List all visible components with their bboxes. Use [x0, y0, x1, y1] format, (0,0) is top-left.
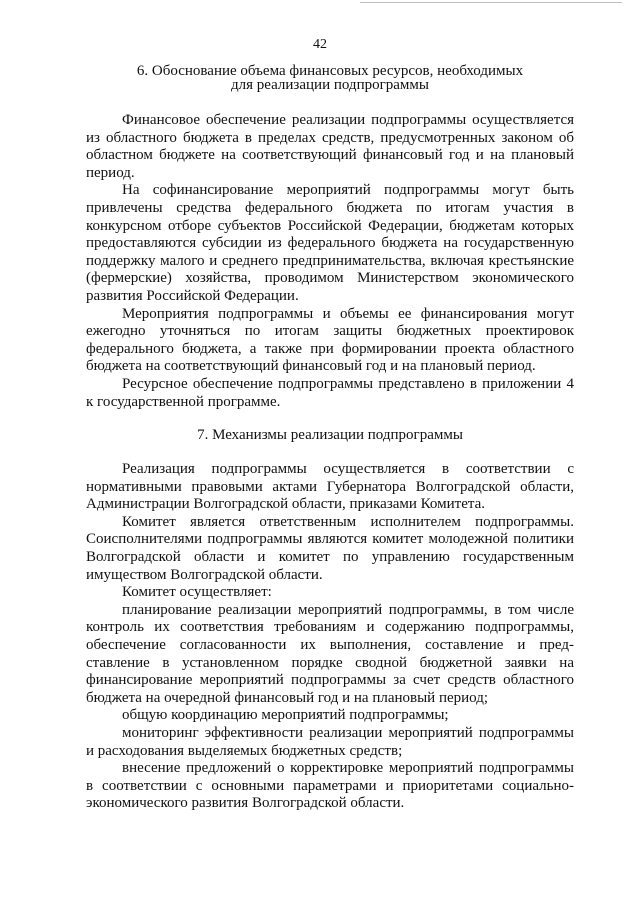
section-6-heading-line-1: 6. Обоснование объема финансовых ресурсов, необходимых [136, 63, 524, 79]
scan-edge-line [360, 2, 622, 3]
paragraph: Ресурсное обеспечение подпрограммы представлено в приложении 4 к государственной программе. [86, 375, 574, 410]
paragraph: Комитет осуществляет: [122, 584, 272, 601]
paragraph: внесение предложений о корректировке мероприятий подпрограммы в соответствии с основными параметрами и приоритетами социально-экономического развития Волгоградской области. [86, 760, 574, 812]
paragraph: Реализация подпрограммы осуществляется в соответствии с нормативными правовыми актами Губернатора Волгоградской области, Администрации Волгоградской области, приказами Комитета. [86, 461, 574, 513]
section-6-heading-line-2: для реализации подпрограммы [231, 77, 429, 93]
paragraph: Финансовое обеспечение реализации подпрограммы осуществляется из областного бюджета в пределах средств, предусмотренных законом об областном бюджете на соответствующий финансовый год и на плановый период. [86, 112, 574, 181]
section-7-body [86, 461, 574, 813]
section-6-body [86, 112, 574, 411]
page-number: 42 [313, 37, 327, 52]
section-7-heading: 7. Механизмы реализации подпрограммы [197, 427, 463, 443]
section-6-heading [86, 64, 574, 92]
paragraph: мониторинг эффективности реализации мероприятий подпрограммы и расходования выделяемых бюджетных средств; [86, 724, 574, 759]
paragraph: общую координацию мероприятий подпрограммы; [122, 707, 449, 724]
paragraph: Комитет является ответственным исполнителем подпрограммы. Соисполнителями подпрограммы являются комитет молодежной политики Волгоградской области и комитет по управлению государственным имуществом Волгоградской области. [86, 513, 574, 583]
paragraph: Мероприятия подпрограммы и объемы ее финансирования могут ежегодно уточняться по итогам защиты бюджетных проектировок федерального бюджета, а также при формировании проекта областного бюджета на соответствующий финансовый год и на плановый период. [86, 305, 574, 375]
paragraph: На софинансирование мероприятий подпрограммы могут быть привлечены средства федерального бюджета по итогам участия в конкурсном отборе субъектов Российской Федерации, бюджетам которых предоставляются субсидии из федерального бюджета на государственную поддержку малого и среднего предпринимательства, включая крестьянские (фермерские) хозяйства, проводимом Министерством экономического развития Российской Федерации. [86, 182, 574, 304]
paragraph: планирование реализации мероприятий подпрограммы, в том числе контроль их соответствия требованиям и содержанию подпрограммы, обеспечение согласованности их выполнения, составление и пред-ставление в установленном порядке сводной бюджетной заявки на финансирование мероприятий подпрограммы за счет средств областного бюджета на очередной финансовый год и на плановый период; [86, 601, 574, 706]
